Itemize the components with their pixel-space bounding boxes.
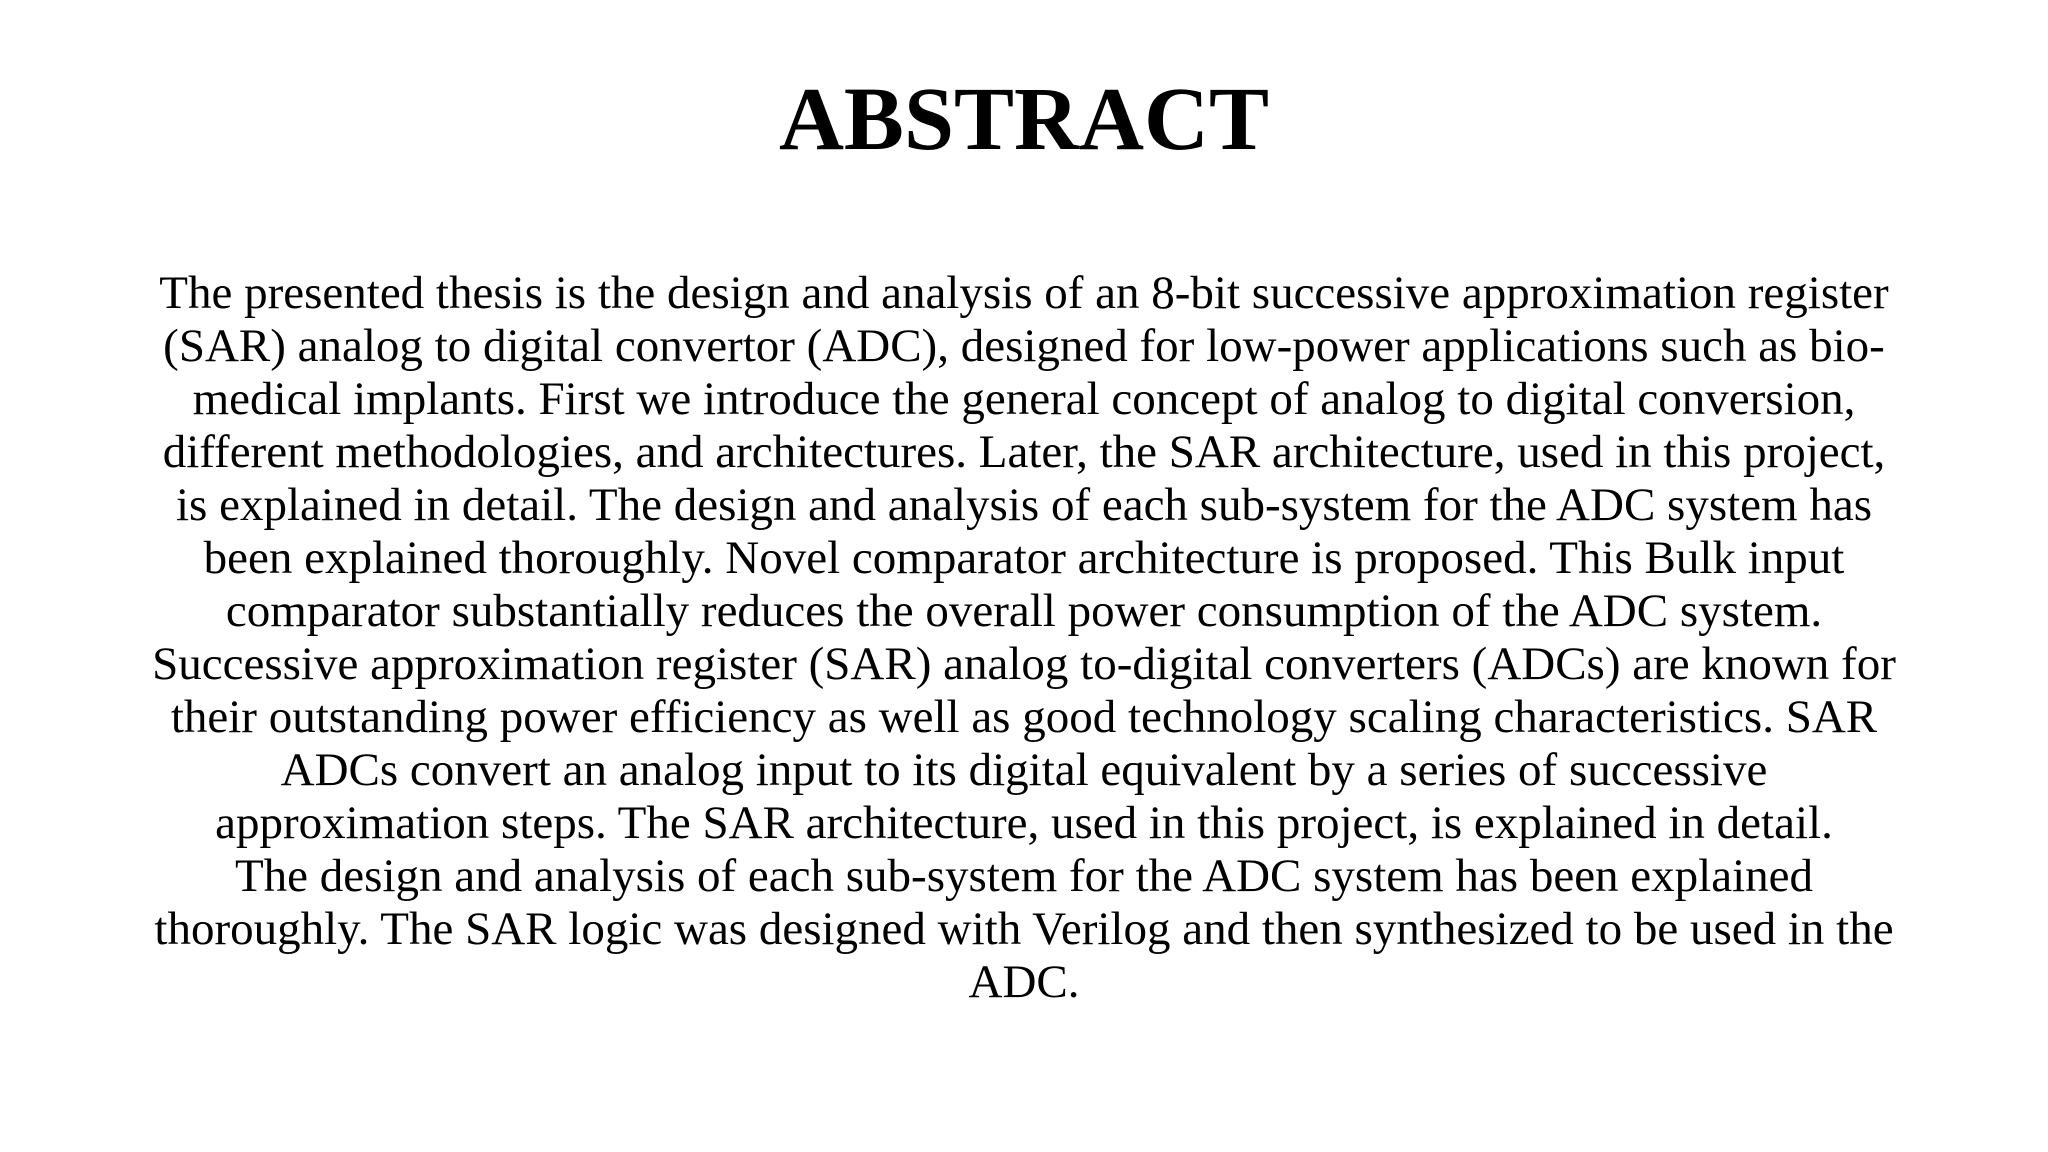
abstract-paragraph-2: The design and analysis of each sub-system for the ADC system has been explained thoroughly. The SAR logic was designed with Verilog and then synthesized to be used in the ADC. — [154, 850, 1894, 1008]
abstract-paragraph-1: The presented thesis is the design and analysis of an 8-bit successive approximation register (SAR) analog to digital convertor (ADC), designed for low-power applications such as bio-medical implants. First we introduce the general concept of analog to digital conversion, different methodologies, and architectures. Later, the SAR architecture, used in this project, is explained in detail. The design and analysis of each sub-system for the ADC system has been explained thoroughly. Novel comparator architecture is proposed. This Bulk input comparator substantially reduces the overall power consumption of the ADC system. Successive approximation register (SAR) analog to-digital converters (ADCs) are known for their outstanding power efficiency as well as good technology scaling characteristics. SAR ADCs convert an analog input to its digital equivalent by a series of successive approximation steps. The SAR architecture, used in this project, is explained in detail. — [152, 267, 1896, 849]
page-title: ABSTRACT — [778, 70, 1270, 169]
abstract-body — [150, 267, 1898, 1009]
